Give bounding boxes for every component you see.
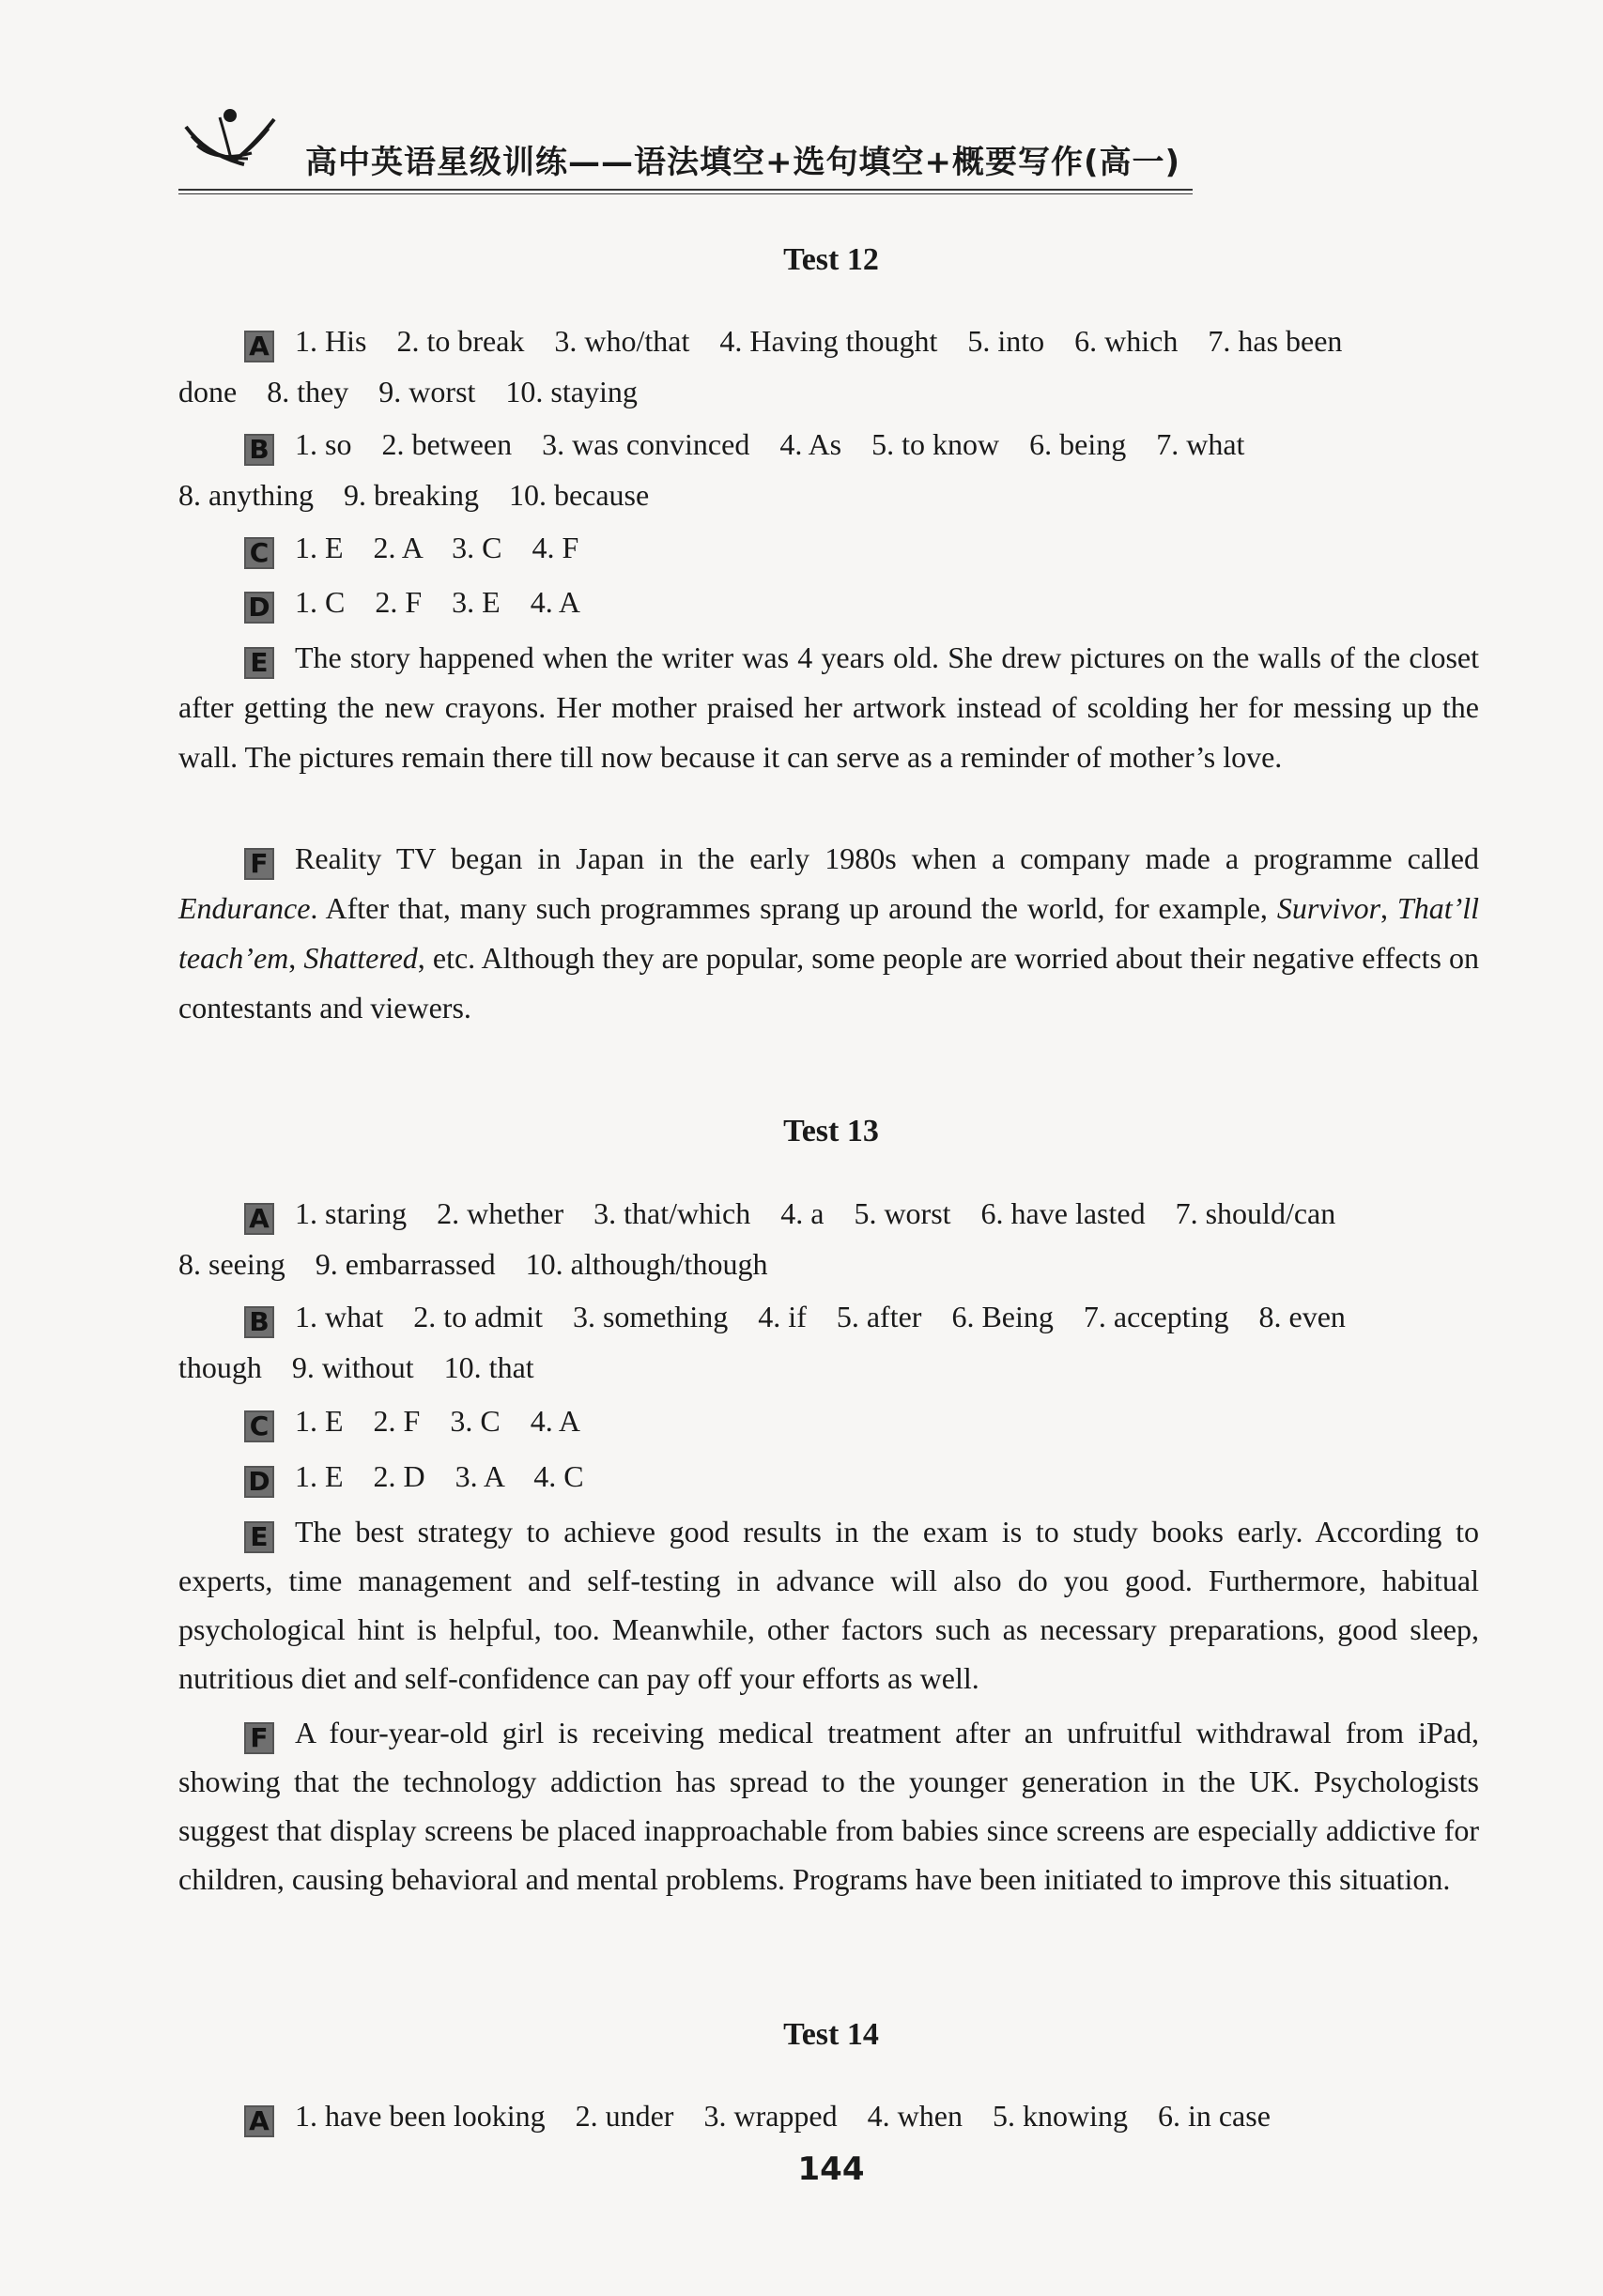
- summary-text: Reality TV began in Japan in the early 1980s when a company made a programme called: [295, 841, 1479, 875]
- answers-line: 1. staring 2. whether 3. that/which 4. a 5. worst 6. have lasted 7. should/can: [295, 1196, 1336, 1230]
- summary-text: , etc. Although they are popular, some people are worried about their negative effects on contestants and viewers.: [178, 941, 1480, 1025]
- answers-line: 1. E 2. A 3. C 4. F: [295, 531, 579, 564]
- test13-section-c: [178, 1395, 1479, 1446]
- test-title: Test 13: [783, 1114, 879, 1148]
- test-title: Test 12: [783, 242, 879, 277]
- test13-section-d: [178, 1451, 1479, 1502]
- summary-paragraph: The story happened when the writer was 4 years old. She drew pictures on the walls of the closet after getting the new crayons. Her mother praised her artwork instead of scolding her for messing up the wall. The pictures remain there till now because it can serve as a reminder of mother’s love.: [178, 640, 1479, 774]
- answers-line: 8. seeing 9. embarrassed 10. although/though: [178, 1247, 768, 1281]
- header-rule: [178, 189, 1193, 191]
- section-badge: C: [244, 537, 274, 569]
- section-badge: F: [244, 848, 274, 880]
- section-badge: A: [244, 2105, 274, 2137]
- test-title: Test 14: [783, 2017, 879, 2052]
- answers-line: done 8. they 9. worst 10. staying: [178, 375, 638, 408]
- section-badge: D: [244, 1466, 274, 1498]
- test13-section-b: [178, 1291, 1479, 1393]
- answers-line: 1. have been looking 2. under 3. wrapped 4. when 5. knowing 6. in case: [295, 2099, 1271, 2133]
- test13-section-a: [178, 1188, 1479, 1289]
- programme-title: Survivor: [1276, 891, 1381, 925]
- answers-line: 1. what 2. to admit 3. something 4. if 5. after 6. Being 7. accepting 8. even: [295, 1300, 1346, 1333]
- programme-title: Shattered: [303, 941, 418, 975]
- test12-section-e: [178, 633, 1479, 782]
- section-badge: B: [244, 434, 274, 466]
- section-badge: B: [244, 1306, 274, 1338]
- summary-paragraph: The best strategy to achieve good results in the exam is to study books early. According to experts, time management and self-testing in advance will also do you good. Furthermore, habitual psychological hint is helpful, too. Meanwhile, other factors such as necessary preparations, good sleep, nutritious diet and self-confidence can pay off your efforts as well.: [178, 1515, 1479, 1695]
- section-badge: C: [244, 1410, 274, 1442]
- book-header: [178, 99, 1193, 193]
- test13-section-f: [178, 1708, 1479, 1903]
- section-badge: F: [244, 1722, 274, 1754]
- programme-title: Endurance: [178, 891, 311, 925]
- section-badge: D: [244, 592, 274, 624]
- answers-line: 1. E 2. D 3. A 4. C: [295, 1459, 584, 1493]
- answers-line: 1. so 2. between 3. was convinced 4. As 5. to know 6. being 7. what: [295, 427, 1245, 461]
- test12-section-b: [178, 419, 1479, 520]
- summary-paragraph: A four-year-old girl is receiving medical treatment after an unfruitful withdrawal from iPad, showing that the technology addiction has spread to the younger generation in the UK. Psychologists suggest that display screens be placed inapproachable from babies since screens are especially addictive for children, causing behavioral and mental problems. Programs have been initiated to improve this situation.: [178, 1716, 1479, 1896]
- answers-line: 1. E 2. F 3. C 4. A: [295, 1404, 581, 1438]
- test12-section-a: [178, 316, 1479, 417]
- section-badge: E: [244, 647, 274, 679]
- summary-text: . After that, many such programmes sprang up around the world, for example,: [310, 891, 1268, 925]
- answers-line: 8. anything 9. breaking 10. because: [178, 478, 650, 512]
- test14-section-a: [178, 2090, 1479, 2141]
- section-badge: A: [244, 1203, 274, 1235]
- answers-line: 1. C 2. F 3. E 4. A: [295, 585, 581, 619]
- header-rule-thin: [178, 193, 1193, 194]
- separator: ,: [288, 941, 297, 975]
- answers-line: 1. His 2. to break 3. who/that 4. Having thought 5. into 6. which 7. has been: [295, 324, 1343, 358]
- test13-section-e: [178, 1507, 1479, 1703]
- separator: ,: [1380, 891, 1389, 925]
- test12-section-c: [178, 522, 1479, 573]
- programme-title: That’ll teach’em: [178, 891, 1480, 975]
- answers-line: though 9. without 10. that: [178, 1350, 534, 1384]
- book-title: 高中英语星级训练——语法填空+选句填空+概要写作(高一): [305, 144, 1181, 181]
- section-badge: E: [244, 1521, 274, 1553]
- book-logo-icon: [178, 99, 282, 174]
- page-number: 144: [797, 2150, 865, 2188]
- test12-section-f: [178, 834, 1479, 1033]
- test12-section-d: [178, 577, 1479, 627]
- section-badge: A: [244, 331, 274, 362]
